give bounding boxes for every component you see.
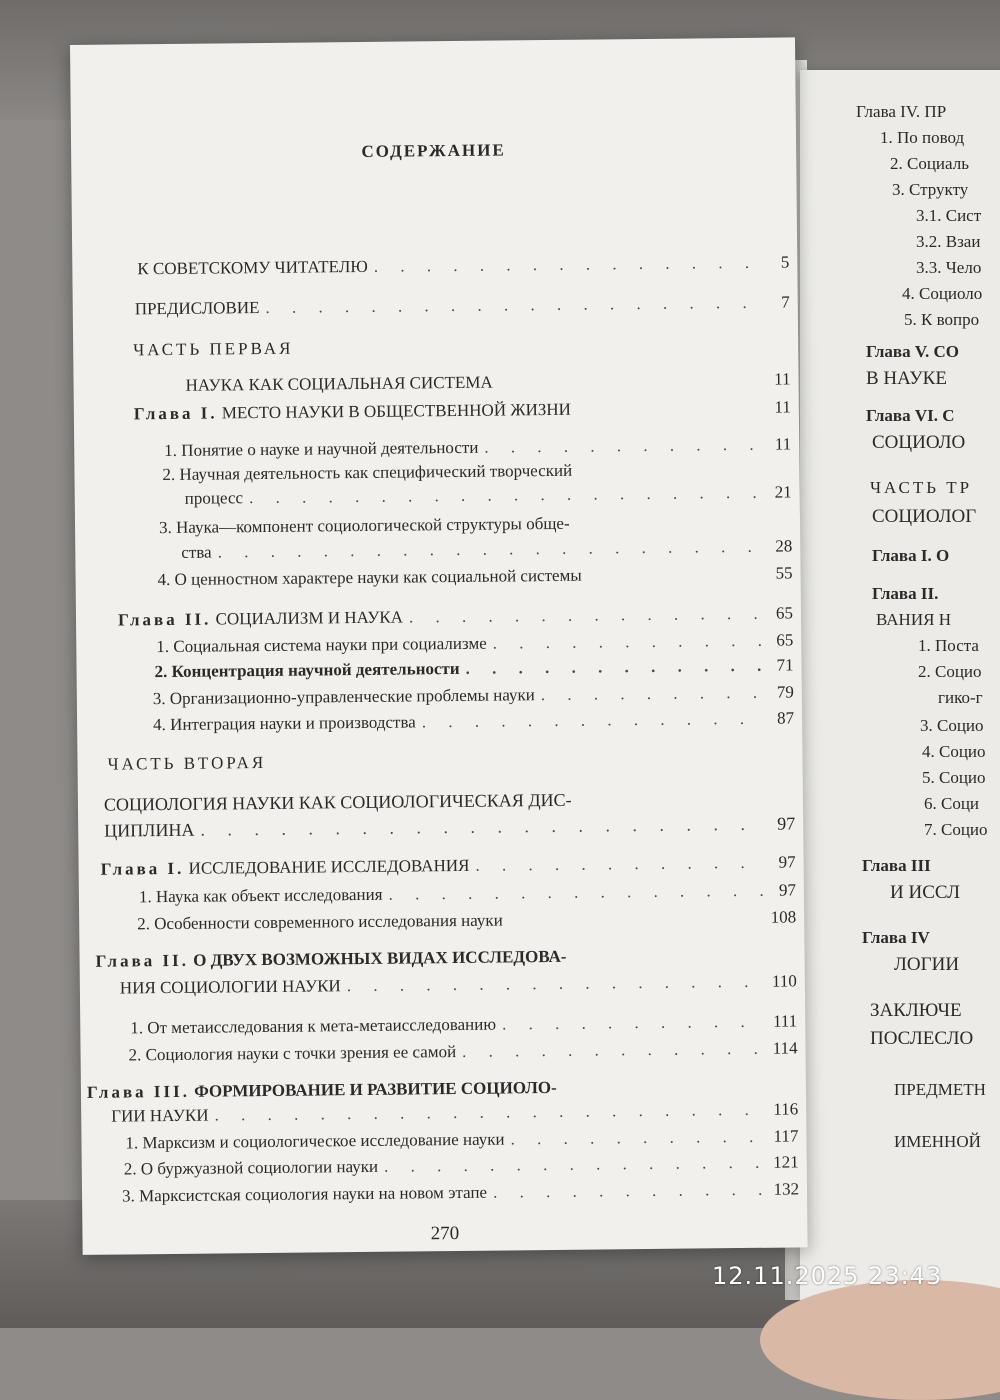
leader-dots <box>541 683 762 705</box>
right-line: Глава II. <box>872 584 939 603</box>
toc-entry-text: СОЦИОЛОГИЯ НАУКИ КАК СОЦИОЛОГИЧЕСКАЯ ДИС- <box>103 789 572 815</box>
leader-dots <box>422 709 763 733</box>
toc-page: 132 <box>773 1179 800 1199</box>
toc-entry-text: О ДВУХ ВОЗМОЖНЫХ ВИДАХ ИССЛЕДОВА- <box>193 946 567 970</box>
toc-entry-cont: процесс <box>184 488 244 508</box>
right-line: ПОСЛЕСЛО <box>870 1028 974 1049</box>
chapter-prefix: Глава I. <box>133 403 218 424</box>
toc-entry-text: НАУКА КАК СОЦИАЛЬНАЯ СИСТЕМА <box>185 372 493 395</box>
right-line: 5. Социо <box>922 768 986 787</box>
toc-entry-text: 3. Марксистская социология науки на новом этапе <box>121 1182 488 1206</box>
toc-entry-text: 1. Наука как объект исследования <box>138 884 383 907</box>
toc-page: 55 <box>775 563 793 583</box>
leader-dots <box>475 853 763 876</box>
leader-dots <box>265 293 757 318</box>
toc-entry <box>118 603 793 630</box>
right-line: 5. К вопро <box>904 310 980 329</box>
right-line: Глава V. СО <box>866 342 959 361</box>
toc-entry-text: ФОРМИРОВАНИЕ И РАЗВИТИЕ СОЦИОЛО- <box>194 1077 557 1101</box>
leader-dots <box>511 1127 767 1150</box>
toc-page: 65 <box>775 603 794 623</box>
toc-entry <box>153 708 794 735</box>
toc-page: 11 <box>774 397 791 417</box>
toc-entry <box>134 397 791 424</box>
leader-dots <box>493 631 762 654</box>
right-line: ЧАСТЬ ТР <box>870 478 973 497</box>
right-line: ИМЕННОЙ <box>894 1132 981 1151</box>
leader-dots <box>409 604 761 628</box>
right-line: гико-г <box>938 688 983 707</box>
right-line: 2. Социаль <box>890 154 969 173</box>
toc-entry <box>181 536 792 562</box>
toc-page: 11 <box>774 434 792 454</box>
right-line: 6. Соци <box>924 794 980 813</box>
toc-entry <box>130 1011 797 1038</box>
toc-page: 7 <box>781 292 790 312</box>
leader-dots <box>388 881 764 905</box>
toc-entry-text: 3. Организационно-управленческие проблемы науки <box>152 685 535 709</box>
right-line: 3. Структу <box>892 180 969 199</box>
right-line: Глава III <box>862 856 931 875</box>
toc-page: 116 <box>773 1099 799 1119</box>
right-line: Глава VI. С <box>866 406 955 425</box>
page-number: 270 <box>430 1222 460 1245</box>
part-heading: ЧАСТЬ ПЕРВАЯ <box>133 338 294 360</box>
toc-entry-text: 1. Марксизм и социологическое исследование науки <box>125 1129 505 1153</box>
right-line: 2. Социо <box>918 662 982 681</box>
right-line: 3.2. Взаи <box>916 232 981 251</box>
toc-entry-text: ИССЛЕДОВАНИЕ ИССЛЕДОВАНИЯ <box>188 855 470 878</box>
toc-entry-text: 2. Особенности современного исследования науки <box>137 910 503 934</box>
leader-dots <box>214 1100 766 1126</box>
right-line: Глава I. О <box>872 546 950 565</box>
toc-entry <box>125 1126 798 1153</box>
toc-entry <box>154 655 793 682</box>
toc-entry <box>135 292 790 319</box>
right-line: ВАНИЯ Н <box>876 610 951 629</box>
toc-entry-text: 2. Научная деятельность как специфический творческий <box>162 460 573 485</box>
toc-page: 121 <box>773 1152 799 1172</box>
toc-entry <box>137 252 789 279</box>
right-line: 1. Поста <box>918 636 979 655</box>
right-line: ПРЕДМЕТН <box>894 1080 986 1099</box>
toc-entry <box>122 1179 799 1206</box>
toc-page: 79 <box>776 682 794 702</box>
toc-entry-text: МЕСТО НАУКИ В ОБЩЕСТВЕННОЙ ЖИЗНИ <box>221 399 571 423</box>
right-line: ЛОГИИ <box>894 954 960 975</box>
chapter-prefix: Глава III. <box>86 1081 191 1102</box>
right-line: Глава IV <box>862 928 930 947</box>
toc-entry-text: 1. Социальная система науки при социализме <box>156 633 487 657</box>
toc-page: 21 <box>774 482 792 502</box>
toc-entry-cont: ЦИПЛИНА <box>104 819 195 841</box>
photo-timestamp: 12.11.2025 23:43 <box>712 1262 943 1290</box>
toc-entry-text: 1. От метаисследования к мета-метаисследованию <box>130 1014 497 1038</box>
chapter-prefix: Глава II. <box>95 950 190 971</box>
leader-dots <box>374 253 758 277</box>
part-heading: ЧАСТЬ ВТОРАЯ <box>107 752 267 774</box>
toc-entry <box>156 630 793 657</box>
right-line: 3. Социо <box>920 716 984 735</box>
toc-page: 71 <box>776 655 794 675</box>
leader-dots <box>218 537 761 563</box>
toc-entry-cont: ства <box>181 542 212 562</box>
toc-page: 11 <box>774 369 791 389</box>
toc-entry-text: К СОВЕТСКОМУ ЧИТАТЕЛЮ <box>137 256 368 279</box>
toc-entry-cont: НИЯ СОЦИОЛОГИИ НАУКИ <box>119 976 341 998</box>
leader-dots <box>200 814 763 841</box>
toc-entry <box>124 1152 799 1179</box>
right-line: СОЦИОЛО <box>872 432 966 453</box>
left-page <box>70 37 808 1255</box>
toc-page: 97 <box>778 880 796 900</box>
right-line: Глава IV. ПР <box>856 102 947 121</box>
leader-dots <box>249 483 760 508</box>
right-line: 1. По повод <box>880 128 965 147</box>
toc-entry-text: 2. Социология науки с точки зрения ее самой <box>128 1042 457 1065</box>
toc-page: 5 <box>780 252 790 272</box>
toc-entry-text: ПРЕДИСЛОВИЕ <box>134 298 260 319</box>
leader-dots <box>347 972 765 996</box>
toc-entry <box>185 369 790 395</box>
right-line: СОЦИОЛОГ <box>872 506 977 527</box>
toc-entry-text: 3. Наука—компонент социологической структуры обще- <box>158 513 570 538</box>
right-line: ЗАКЛЮЧЕ <box>870 1000 962 1021</box>
toc-page: 87 <box>776 708 795 728</box>
toc-entry <box>185 482 792 508</box>
toc-page: 111 <box>772 1011 798 1031</box>
toc-entry <box>139 880 796 907</box>
toc-entry-text: 2. Концентрация научной деятельности <box>154 658 460 682</box>
toc-page: 114 <box>772 1038 798 1058</box>
toc-entry <box>137 907 796 934</box>
chapter-prefix: Глава II. <box>117 609 212 630</box>
toc-entry-text: СОЦИАЛИЗМ И НАУКА <box>215 607 404 629</box>
right-line: В НАУКЕ <box>866 368 947 389</box>
toc-entry-text: 4. О ценностном характере науки как социальной системы <box>157 565 582 590</box>
right-line: И ИССЛ <box>890 882 960 903</box>
toc-entry <box>153 682 794 709</box>
toc-page: 108 <box>770 907 797 927</box>
toc-entry-text: 4. Интеграция науки и производства <box>153 712 416 735</box>
toc-entry <box>120 971 797 998</box>
toc-entry <box>104 813 795 841</box>
leader-dots <box>493 1180 767 1203</box>
right-line: 4. Социо <box>922 742 986 761</box>
toc-entry <box>158 563 793 590</box>
leader-dots <box>484 435 759 458</box>
toc-entry <box>101 852 796 879</box>
toc-page: 97 <box>778 852 796 872</box>
leader-dots <box>502 1012 765 1035</box>
toc-entry-text: 1. Понятие о науке и научной деятельности <box>164 437 479 461</box>
toc-page: 65 <box>776 630 794 650</box>
toc-entry-cont: ГИИ НАУКИ <box>111 1105 209 1126</box>
toc-entry <box>164 434 791 461</box>
right-page <box>800 70 1000 1300</box>
right-line: 3.1. Сист <box>916 206 982 225</box>
toc-page: 97 <box>777 813 796 834</box>
right-line: 7. Социо <box>924 820 988 839</box>
toc-page: 110 <box>771 971 797 991</box>
leader-dots <box>462 1039 766 1062</box>
toc-page: 117 <box>773 1126 799 1146</box>
toc-entry <box>111 1099 798 1126</box>
toc-entry <box>128 1038 797 1065</box>
chapter-prefix: Глава I. <box>100 858 185 879</box>
toc-entry-text: 2. О буржуазной социологии науки <box>123 1156 379 1179</box>
leader-dots <box>466 656 762 679</box>
right-line: 3.3. Чело <box>916 258 982 277</box>
page-title: СОДЕРЖАНИЕ <box>361 140 506 161</box>
toc-page: 28 <box>775 536 793 556</box>
right-line: 4. Социоло <box>902 284 983 303</box>
leader-dots <box>384 1153 767 1177</box>
